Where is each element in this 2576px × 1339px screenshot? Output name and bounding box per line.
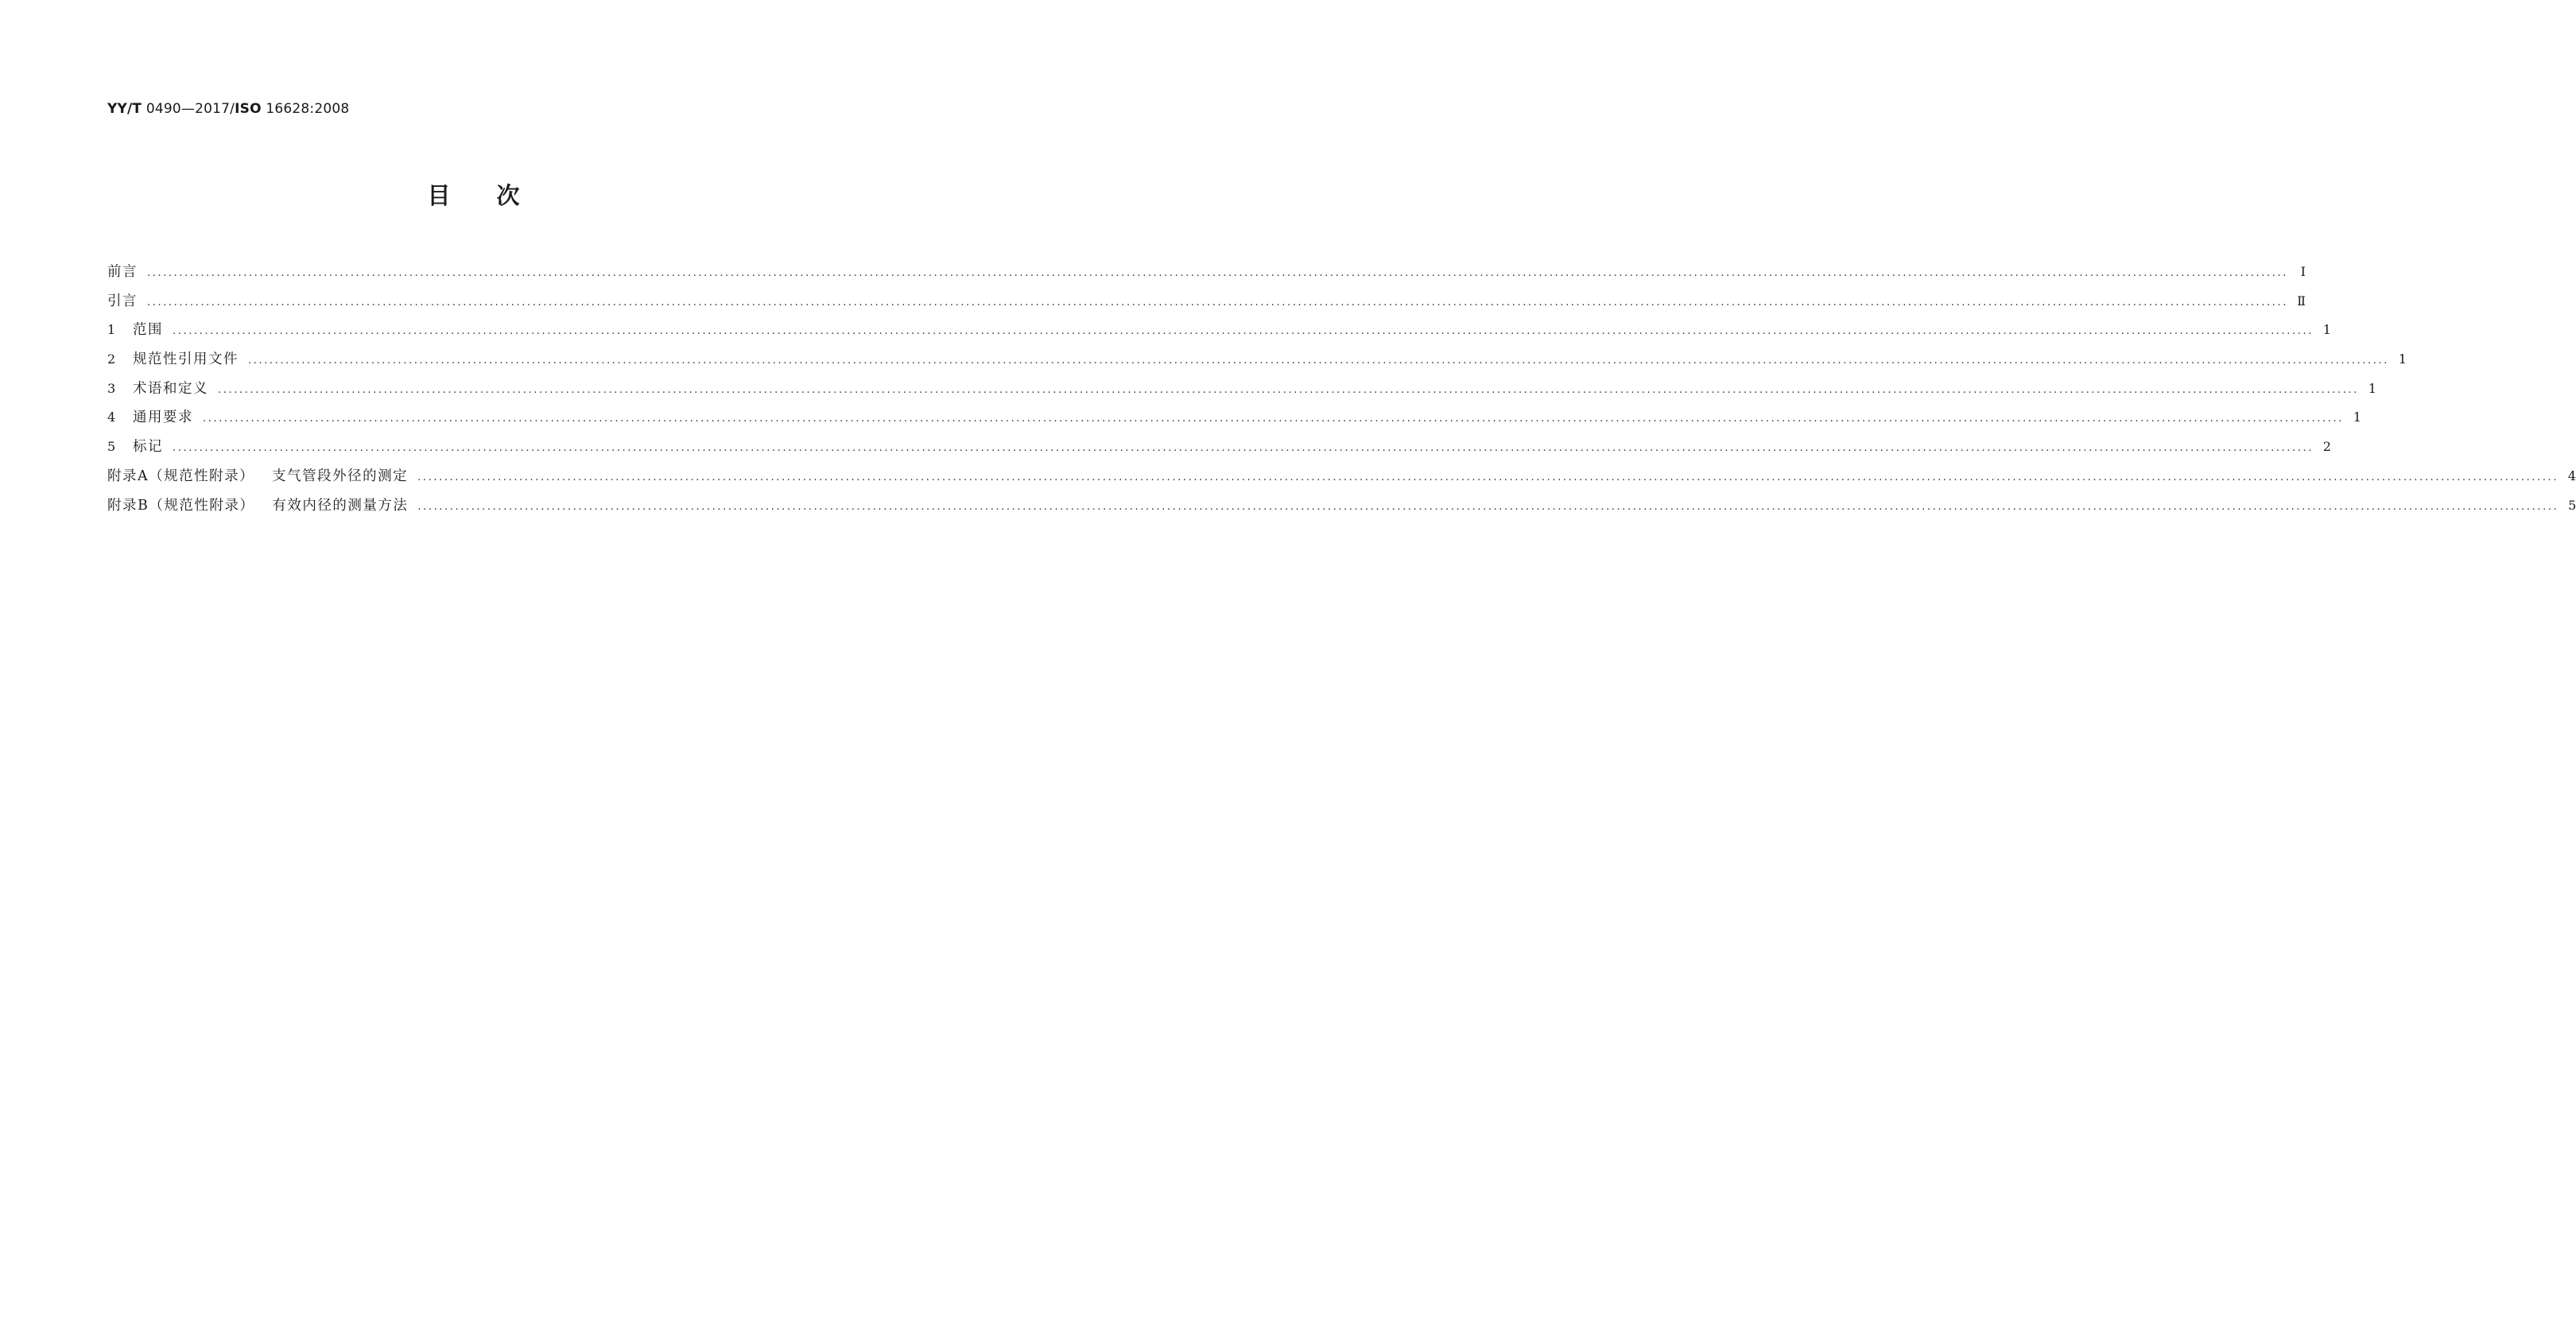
toc-page-number: Ⅱ (2297, 293, 2306, 309)
toc-section-number: 3 (107, 380, 116, 396)
toc-page-number: Ⅰ (2300, 264, 2306, 279)
toc-entry-general-requirements[interactable] (107, 406, 2361, 436)
standard-code-number: 0490—2017/ (145, 101, 235, 117)
standard-code (107, 101, 349, 117)
toc-section-number: 4 (107, 409, 116, 425)
toc-dot-leader: ................................................................................................................................................................................................................................................................................................................................................................................................................ (173, 325, 2314, 338)
toc-annex-title: 支气管段外径的测定 (272, 468, 409, 484)
toc-dot-leader: ................................................................................................................................................................................................................................................................................................................................................................................................................ (173, 442, 2314, 455)
toc-entry-normative-references[interactable] (107, 348, 2407, 378)
toc-page-number: 1 (2398, 351, 2407, 367)
toc-dot-leader: ................................................................................................................................................................................................................................................................................................................................................................................................................ (147, 296, 2288, 309)
standard-code-prefix: YY/T (107, 101, 142, 117)
toc-entry-annex-a[interactable] (107, 465, 2576, 495)
toc-page-number: 1 (2353, 409, 2361, 425)
toc-entry-terms-definitions[interactable] (107, 378, 2376, 407)
toc-annex-label: 附录B（规范性附录） (107, 497, 255, 514)
toc-section-number: 1 (107, 322, 116, 338)
toc-entry-label: 规范性引用文件 (133, 351, 239, 368)
toc-dot-leader: ................................................................................................................................................................................................................................................................................................................................................................................................................ (248, 355, 2389, 367)
toc-dot-leader: ................................................................................................................................................................................................................................................................................................................................................................................................................ (203, 413, 2344, 425)
toc-page-number: 2 (2322, 439, 2331, 455)
toc-entry-annex-b[interactable] (107, 495, 2576, 524)
toc-dot-leader: ................................................................................................................................................................................................................................................................................................................................................................................................................ (218, 383, 2359, 396)
iso-prefix: ISO (235, 101, 262, 117)
toc-entry-label: 前言 (107, 264, 138, 280)
toc-dot-leader: ................................................................................................................................................................................................................................................................................................................................................................................................................ (417, 471, 2559, 483)
toc-entry-label: 术语和定义 (133, 380, 208, 397)
toc-annex-label: 附录A（规范性附录） (107, 468, 255, 484)
toc-page-number: 1 (2368, 380, 2376, 396)
toc-entry-label (107, 465, 408, 485)
toc-section-number: 2 (107, 351, 116, 367)
toc-entry-marking[interactable] (107, 436, 2331, 465)
toc-dot-leader: ................................................................................................................................................................................................................................................................................................................................................................................................................ (417, 500, 2559, 513)
toc-entry-label: 标记 (133, 439, 163, 456)
iso-number: 16628:2008 (266, 101, 350, 117)
toc-annex-title: 有效内径的测量方法 (272, 497, 409, 514)
toc-entry-label: 通用要求 (133, 409, 193, 426)
page-title: 目次 (427, 182, 566, 209)
toc-entry-introduction[interactable] (107, 290, 2306, 320)
toc-section-number: 5 (107, 439, 116, 455)
toc-entry-foreword[interactable] (107, 261, 2306, 290)
table-of-contents (107, 261, 2576, 523)
toc-page-number: 4 (2567, 468, 2576, 483)
toc-entry-label (107, 495, 408, 514)
toc-page-number: 5 (2568, 497, 2576, 513)
toc-entry-label: 引言 (107, 293, 138, 309)
toc-entry-scope[interactable] (107, 319, 2331, 348)
toc-dot-leader: ................................................................................................................................................................................................................................................................................................................................................................................................................ (147, 267, 2288, 279)
toc-page-number: 1 (2322, 322, 2331, 338)
toc-entry-label: 范围 (133, 322, 163, 339)
